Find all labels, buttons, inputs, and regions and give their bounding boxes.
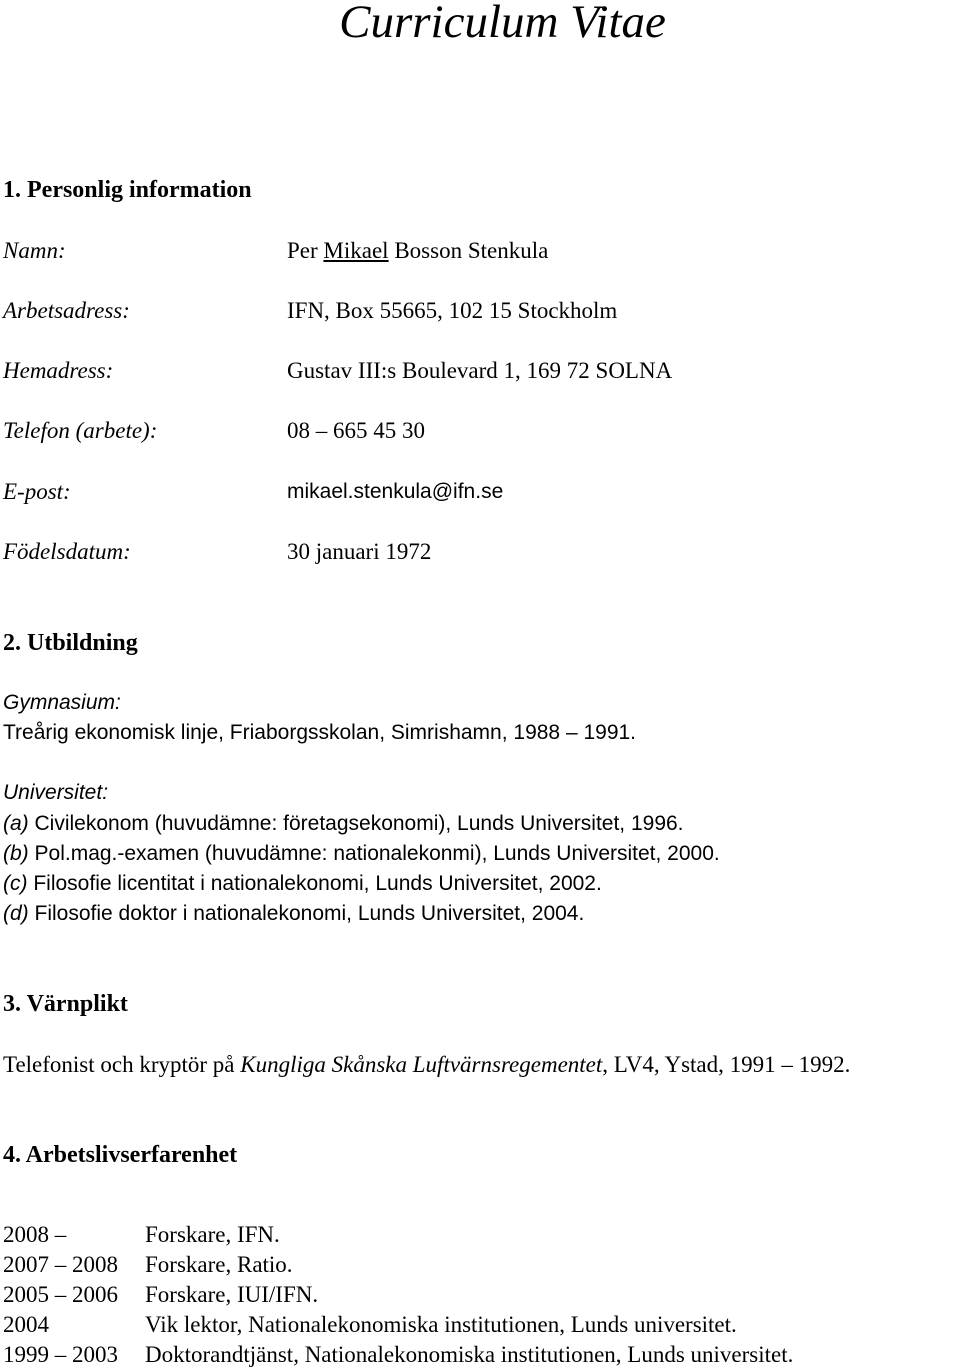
name-value bbox=[287, 237, 548, 265]
email-value[interactable]: mikael.stenkula@ifn.se bbox=[287, 480, 504, 503]
section-heading-personal: 1. Personlig information bbox=[3, 177, 252, 203]
university-text: Filosofie licentitat i nationalekonomi, Lunds Universitet, 2002. bbox=[33, 872, 602, 895]
gymnasium-label: Gymnasium: bbox=[3, 691, 121, 714]
military-unit: Kungliga Skånska Luftvärnsregementet bbox=[240, 1052, 603, 1077]
military-text bbox=[3, 1051, 850, 1079]
phone-value: 08 – 665 45 30 bbox=[287, 418, 425, 443]
name-label: Namn: bbox=[3, 238, 66, 263]
university-marker: (a) bbox=[3, 812, 29, 835]
work-address-value: IFN, Box 55665, 102 15 Stockholm bbox=[287, 298, 618, 323]
work-role: Vik lektor, Nationalekonomiska institutionen, Lunds universitet. bbox=[145, 1312, 737, 1337]
birth-value: 30 januari 1972 bbox=[287, 539, 432, 564]
work-row bbox=[3, 1251, 293, 1279]
name-middle: Mikael bbox=[323, 238, 389, 263]
university-item bbox=[3, 810, 684, 838]
name-first: Per bbox=[287, 238, 318, 263]
email-label: E-post: bbox=[3, 479, 71, 504]
university-text: Pol.mag.-examen (huvudämne: nationalekonmi), Lunds Universitet, 2000. bbox=[34, 842, 720, 865]
work-row bbox=[3, 1311, 737, 1339]
university-marker: (d) bbox=[3, 902, 29, 925]
work-address-label: Arbetsadress: bbox=[3, 298, 130, 323]
birth-label: Födelsdatum: bbox=[3, 539, 131, 564]
work-years: 2008 – bbox=[3, 1222, 67, 1247]
gymnasium-text: Treårig ekonomisk linje, Friaborgsskolan, Simrishamn, 1988 – 1991. bbox=[3, 721, 637, 744]
work-role: Forskare, Ratio. bbox=[145, 1252, 293, 1277]
section-heading-education: 2. Utbildning bbox=[3, 630, 138, 656]
phone-label: Telefon (arbete): bbox=[3, 418, 158, 443]
work-role: Forskare, IFN. bbox=[145, 1222, 280, 1247]
work-row bbox=[3, 1281, 318, 1309]
university-label: Universitet: bbox=[3, 781, 109, 804]
university-item bbox=[3, 900, 584, 928]
work-years: 2005 – 2006 bbox=[3, 1282, 118, 1307]
work-row bbox=[3, 1221, 280, 1249]
university-text: Civilekonom (huvudämne: företagsekonomi), Lunds Universitet, 1996. bbox=[34, 812, 684, 835]
work-years: 1999 – 2003 bbox=[3, 1342, 118, 1367]
university-marker: (b) bbox=[3, 842, 29, 865]
home-address-value: Gustav III:s Boulevard 1, 169 72 SOLNA bbox=[287, 358, 673, 383]
section-heading-work: 4. Arbetslivserfarenhet bbox=[3, 1142, 238, 1168]
work-role: Forskare, IUI/IFN. bbox=[145, 1282, 319, 1307]
document-title: Curriculum Vitae bbox=[339, 0, 666, 48]
work-row bbox=[3, 1341, 793, 1369]
work-role: Doktorandtjänst, Nationalekonomiska institutionen, Lunds universitet. bbox=[145, 1342, 794, 1367]
work-years: 2004 bbox=[3, 1312, 49, 1337]
university-text: Filosofie doktor i nationalekonomi, Lunds Universitet, 2004. bbox=[34, 902, 585, 925]
section-heading-military: 3. Värnplikt bbox=[3, 991, 128, 1017]
university-item bbox=[3, 870, 602, 898]
home-address-label: Hemadress: bbox=[3, 358, 114, 383]
name-rest: Bosson Stenkula bbox=[394, 238, 549, 263]
military-text-after: , LV4, Ystad, 1991 – 1992. bbox=[602, 1052, 851, 1077]
military-text-before: Telefonist och kryptör på bbox=[3, 1052, 241, 1077]
university-item bbox=[3, 840, 720, 868]
university-marker: (c) bbox=[3, 872, 28, 895]
work-years: 2007 – 2008 bbox=[3, 1252, 118, 1277]
